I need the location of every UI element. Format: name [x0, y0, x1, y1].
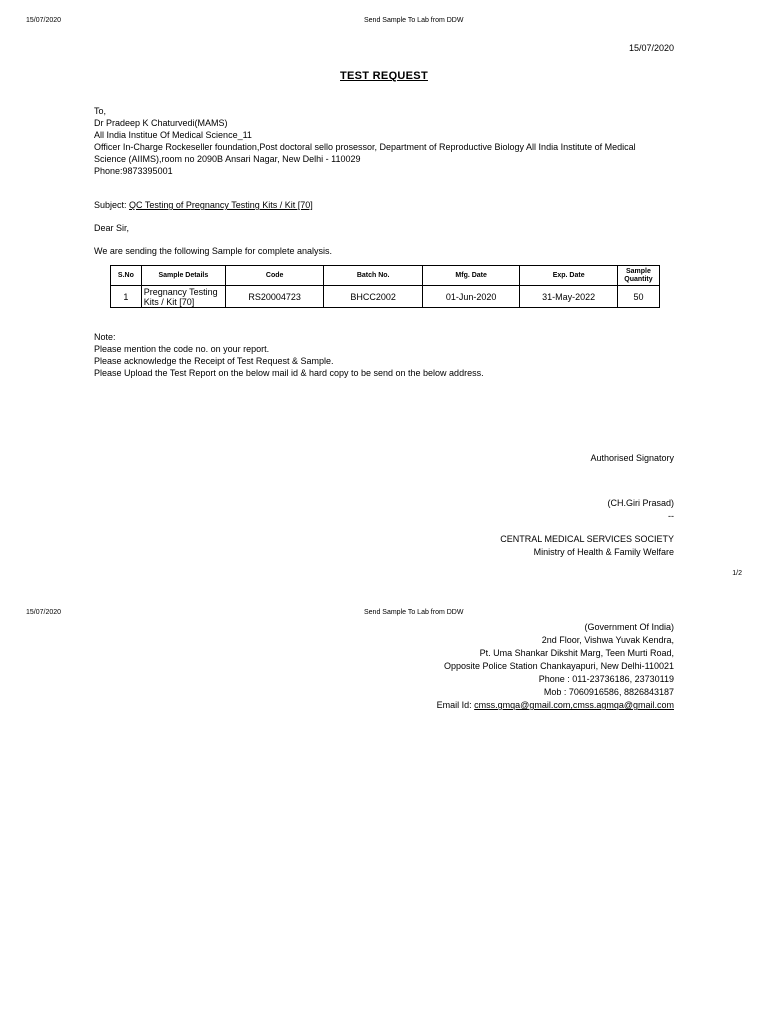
recipient-line: Phone:9873395001	[94, 166, 173, 176]
address-block	[437, 621, 674, 711]
note-line: Please mention the code no. on your report.	[94, 344, 270, 354]
column-header: Sample Quantity	[617, 266, 659, 286]
intro-text: We are sending the following Sample for complete analysis.	[94, 246, 332, 256]
address-line: 2nd Floor, Vishwa Yuvak Kendra,	[541, 635, 674, 645]
recipient-line: All India Institue Of Medical Science_11	[94, 130, 252, 140]
table-header-row	[111, 266, 660, 286]
email-link[interactable]: cmss.gmqa@gmail.com,cmss.agmqa@gmail.com	[474, 700, 674, 710]
sample-table	[110, 265, 660, 308]
table-cell: Pregnancy Testing Kits / Kit [70]	[141, 286, 225, 308]
header-date: 15/07/2020	[26, 17, 62, 24]
table-cell: 1	[111, 286, 142, 308]
signer-name: (CH.Giri Prasad)	[607, 498, 674, 508]
table-cell: 50	[617, 286, 659, 308]
document-date: 15/07/2020	[628, 43, 674, 53]
table-row	[111, 286, 660, 308]
recipient-line: Science (AIIMS),room no 2090B Ansari Nagar, New Delhi - 110029	[94, 154, 361, 164]
recipient-line: Dr Pradeep K Chaturvedi(MAMS)	[94, 118, 228, 128]
signature-dashes: --	[668, 511, 674, 521]
recipient-line: Officer In-Charge Rockeseller foundation,Post doctoral sello prosessor, Department of Reproductive Biology All India Institute of Medical	[94, 142, 636, 152]
email-line	[437, 699, 674, 711]
header-title: Send Sample To Lab from DDW	[364, 609, 464, 616]
recipient-block	[94, 105, 636, 177]
organization-name: CENTRAL MEDICAL SERVICES SOCIETY	[500, 534, 674, 544]
column-header: S.No	[111, 266, 142, 286]
column-header: Sample Details	[141, 266, 225, 286]
address-line: Mob : 7060916586, 8826843187	[543, 687, 674, 697]
column-header: Exp. Date	[520, 266, 617, 286]
header-date: 15/07/2020	[26, 609, 62, 616]
column-header: Mfg. Date	[422, 266, 519, 286]
ministry-name: Ministry of Health & Family Welfare	[533, 547, 674, 557]
subject-label: Subject:	[94, 200, 130, 210]
address-line: Pt. Uma Shankar Dikshit Marg, Teen Murti Road,	[479, 648, 674, 658]
address-line: (Government Of India)	[584, 622, 674, 632]
note-line: Please acknowledge the Receipt of Test Request & Sample.	[94, 356, 334, 366]
column-header: Code	[225, 266, 324, 286]
note-line: Please Upload the Test Report on the below mail id & hard copy to be send on the below address.	[94, 368, 484, 378]
table-cell: 31-May-2022	[520, 286, 617, 308]
table-cell: BHCC2002	[324, 286, 423, 308]
page-title: TEST REQUEST	[340, 70, 428, 82]
column-header: Batch No.	[324, 266, 423, 286]
address-line: Opposite Police Station Chankayapuri, New Delhi-110021	[444, 661, 674, 671]
table-cell: RS20004723	[225, 286, 324, 308]
salutation: Dear Sir,	[94, 223, 130, 233]
authorised-signatory: Authorised Signatory	[590, 453, 674, 463]
recipient-line: To,	[94, 106, 107, 116]
address-line: Phone : 011-23736186, 23730119	[538, 674, 674, 684]
header-title: Send Sample To Lab from DDW	[364, 17, 464, 24]
page-number: 1/2	[732, 570, 742, 577]
notes-block	[94, 331, 484, 379]
email-label: Email Id:	[436, 700, 475, 710]
table-cell: 01-Jun-2020	[422, 286, 519, 308]
subject-line	[94, 199, 313, 211]
subject-text: QC Testing of Pregnancy Testing Kits / Kit [70]	[129, 200, 313, 210]
note-line: Note:	[94, 332, 116, 342]
